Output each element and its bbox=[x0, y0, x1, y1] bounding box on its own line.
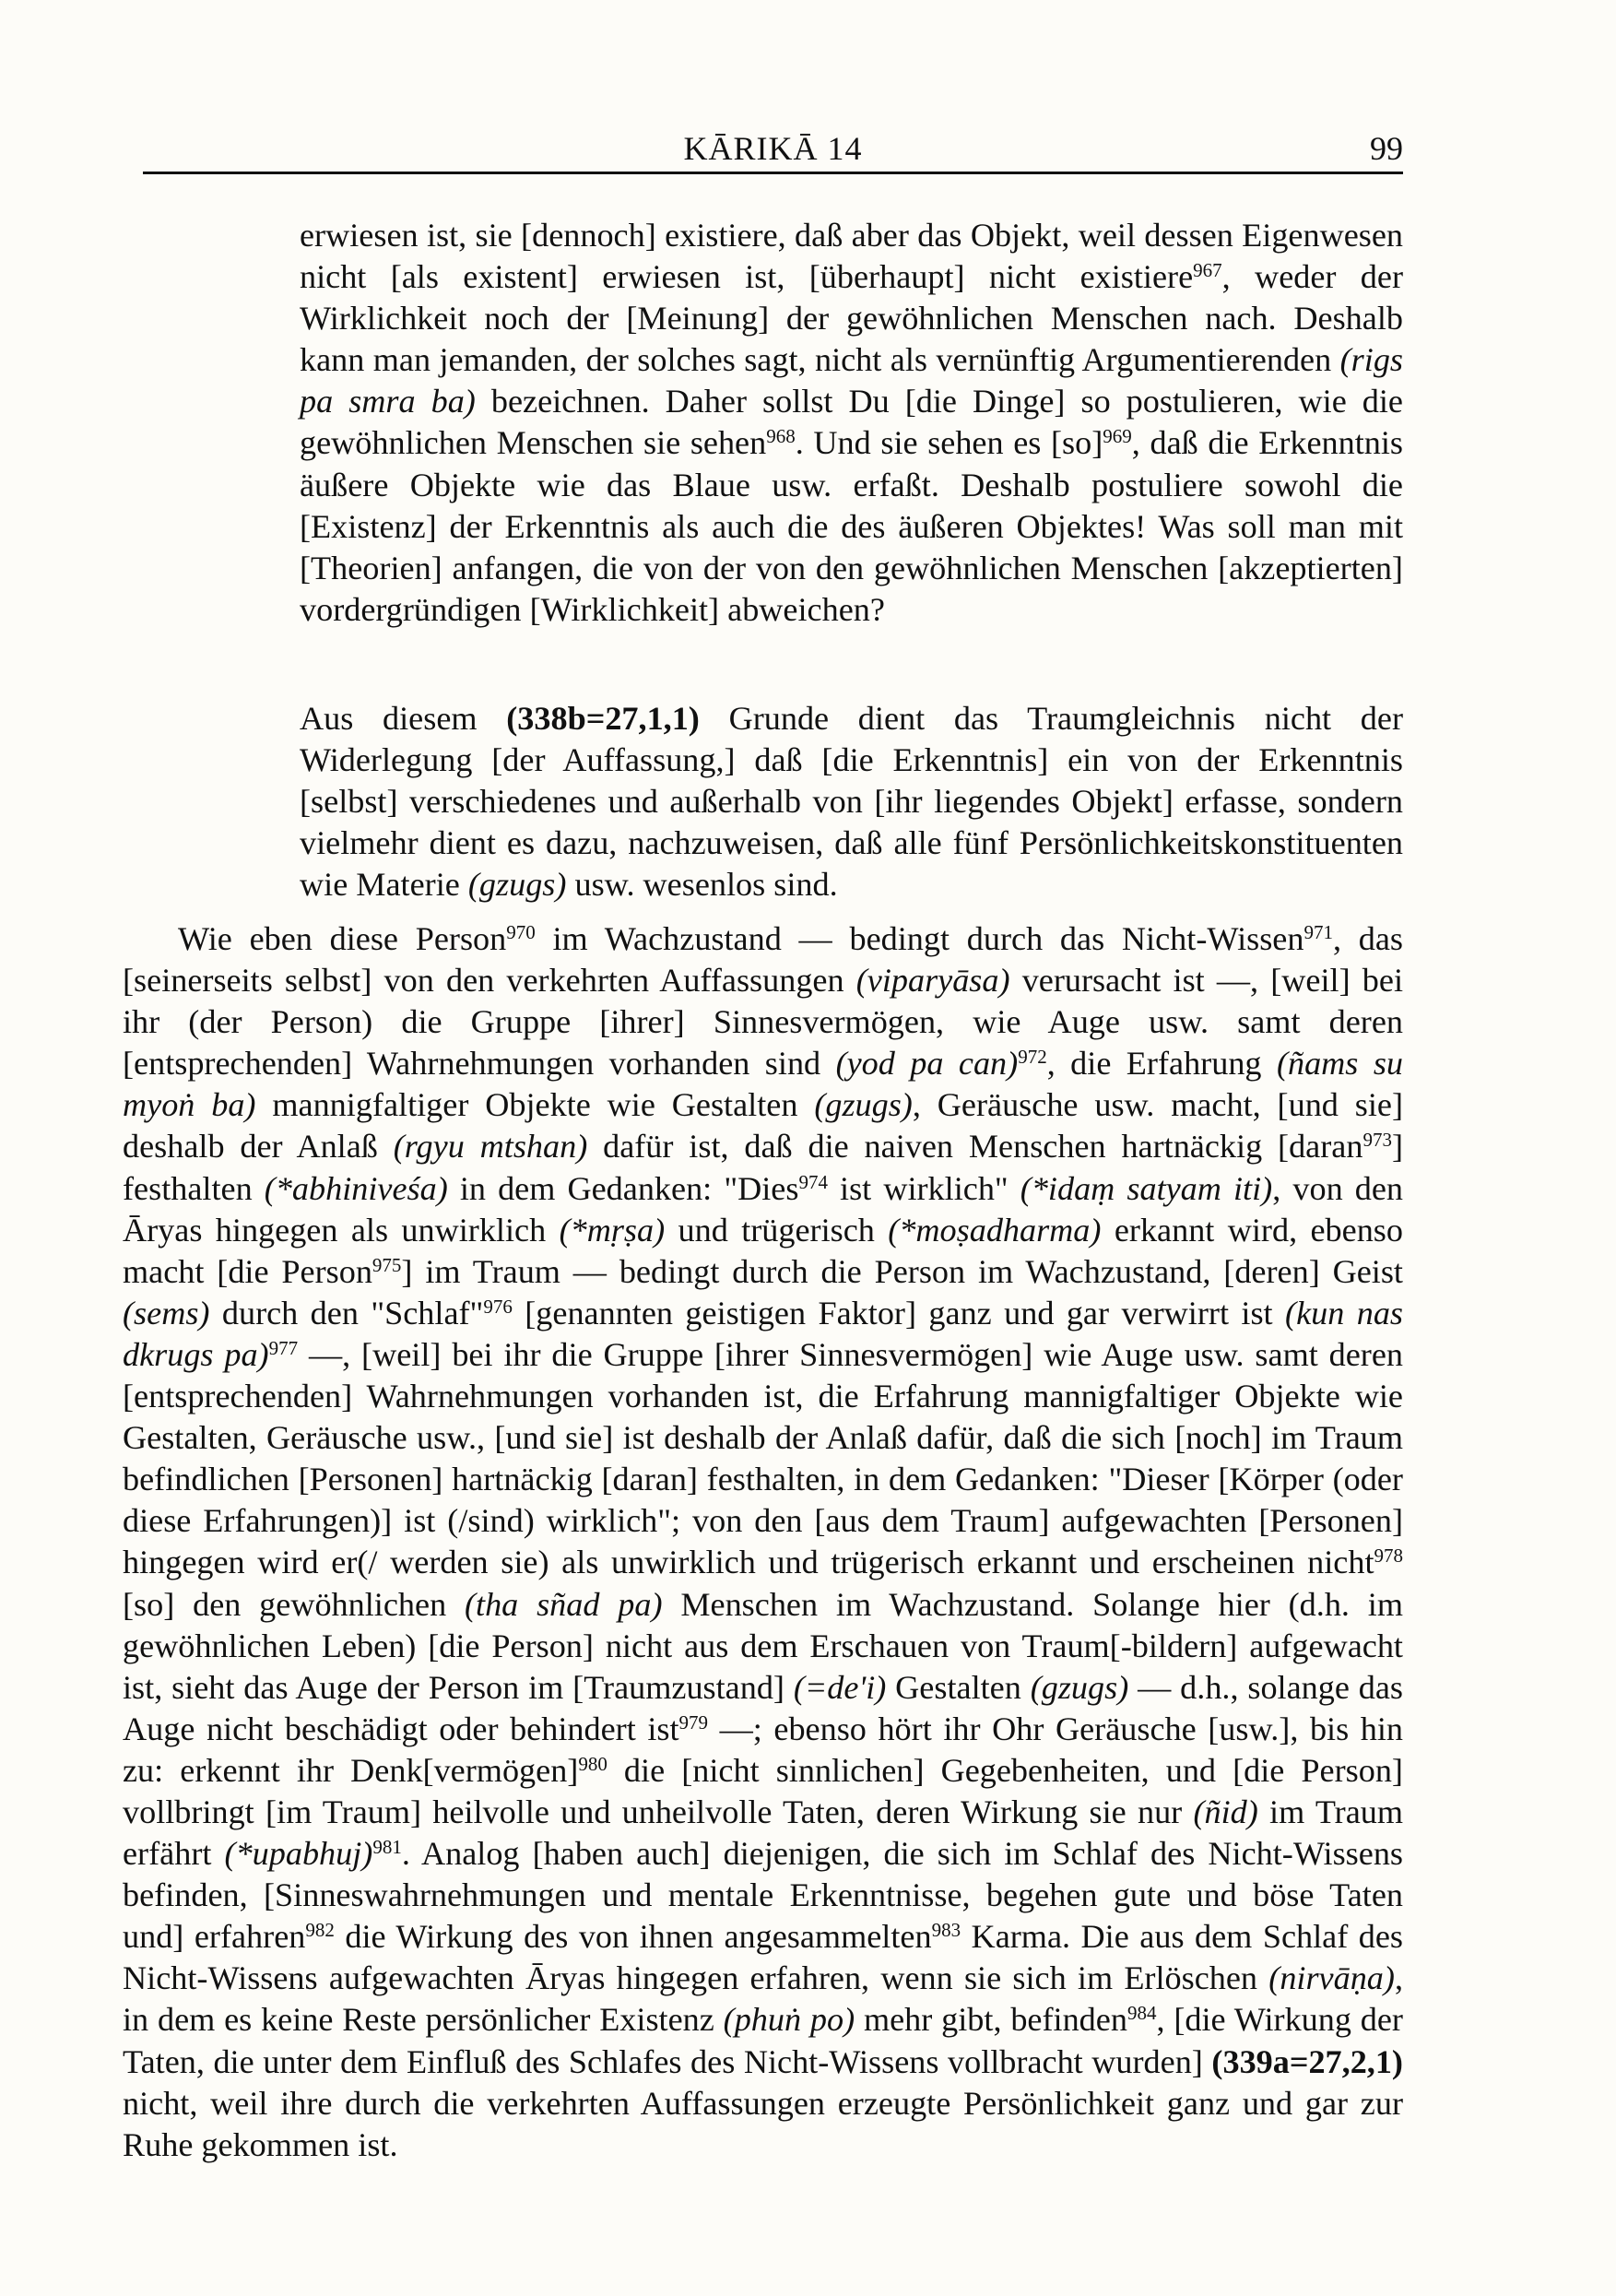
term-italic: (*upabhuj) bbox=[224, 1835, 373, 1873]
text-run: ist wirklich" bbox=[827, 1169, 1020, 1207]
footnote-ref: 977 bbox=[268, 1336, 299, 1359]
text-run: Karma. Die aus dem Schlaf des Nicht-Wissens aufgewachten Āryas hingegen erfahren, wenn sie sich im Erlöschen bbox=[123, 1918, 1404, 1997]
term-italic: (rgyu mtshan) bbox=[393, 1128, 588, 1166]
term-italic: (*mṛṣa) bbox=[559, 1211, 666, 1249]
page-number: 99 bbox=[1370, 130, 1403, 167]
folio-reference: (338b=27,1,1) bbox=[506, 700, 700, 737]
footnote-ref: 972 bbox=[1018, 1046, 1047, 1069]
text-run: , daß die Erkenntnis äußere Objekte wie das Blaue usw. erfaßt. Deshalb postuliere sowohl die [Existenz] der Erkenntnis als auch die des äußeren Objektes! Was soll man mit [Theorien] anfangen, die von der von den gewöhnlichen Menschen [akzeptierten] vordergründigen [Wirklichkeit] abweichen? bbox=[300, 424, 1403, 628]
paragraph-3 bbox=[123, 918, 1403, 2166]
paragraph-1 bbox=[300, 215, 1403, 631]
text-run: durch den "Schlaf" bbox=[209, 1294, 484, 1331]
text-run: mannigfaltiger Objekte wie Gestalten bbox=[255, 1086, 815, 1124]
footnote-ref: 980 bbox=[578, 1752, 607, 1775]
text-run: erwiesen ist, sie [dennoch] existiere, daß aber das Objekt, weil dessen Eigenwesen nicht [als existent] erwiesen ist, [überhaupt] nicht existiere bbox=[300, 217, 1403, 296]
text-run: bezeichnen. Daher sollst Du [die Dinge] so postulieren, wie die gewöhnlichen Menschen sie sehen bbox=[300, 383, 1403, 462]
text-run: in dem Gedanken: "Dies bbox=[447, 1169, 799, 1207]
term-italic: (*idaṃ satyam iti) bbox=[1020, 1169, 1273, 1207]
text-run: , in dem es keine Reste persönlicher Existenz bbox=[123, 1959, 1403, 2039]
footnote-ref: 970 bbox=[506, 921, 536, 943]
text-run: . Und sie sehen es [so] bbox=[795, 424, 1103, 462]
text-run: Gestalten bbox=[886, 1668, 1031, 1706]
text-run: erkannt wird, ebenso macht [die Person bbox=[123, 1211, 1403, 1290]
text-run: nicht, weil ihre durch die verkehrten Auffassungen erzeugte Persönlichkeit ganz und gar zur Ruhe gekommen ist. bbox=[123, 2084, 1403, 2163]
term-italic: (tha sñad pa) bbox=[464, 1585, 663, 1623]
text-run: Grunde dient das Traumgleichnis nicht der Widerlegung [der Auffassung,] daß [die Erkenntnis] ein von der Erkenntnis [selbst] verschiedenes und außerhalb von [ihr liegendes Objekt] erfasse, sondern vielmehr dient es dazu, nachzuweisen, daß alle fünf Persönlichkeitskonstituenten wie Materie bbox=[300, 700, 1404, 904]
running-title: KĀRIKĀ 14 bbox=[683, 130, 863, 167]
footnote-ref: 969 bbox=[1103, 425, 1132, 448]
term-italic: (*moṣadharma) bbox=[888, 1211, 1102, 1249]
text-run: im Wachzustand — bedingt durch das Nicht-Wissen bbox=[535, 920, 1304, 957]
footnote-ref: 983 bbox=[931, 1919, 961, 1942]
term-italic: (yod pa can) bbox=[835, 1045, 1019, 1083]
text-run: , die Erfahrung bbox=[1046, 1045, 1277, 1083]
text-run: [genannten geistigen Faktor] ganz und gar verwirrt ist bbox=[512, 1294, 1286, 1331]
text-run: , von den Āryas hingegen als unwirklich bbox=[123, 1169, 1403, 1249]
footnote-ref: 975 bbox=[372, 1253, 402, 1276]
term-italic: (viparyāsa) bbox=[855, 962, 1010, 1000]
text-run: , [die Wirkung der Taten, die unter dem Einfluß des Schlafes des Nicht-Wissens vollbracht wurden] bbox=[123, 2001, 1403, 2080]
text-run: —, [weil] bei ihr die Gruppe [ihrer Sinnesvermögen] wie Auge usw. samt deren [entsprechenden] Wahrnehmungen vorhanden ist, die Erfahrung mannigfaltiger Objekte wie Gestalten, Geräusche usw., [und sie] ist deshalb der Anlaß dafür, daß die sich [noch] im Traum befindlichen [Personen] hartnäckig [daran] festhalten, in dem Gedanken: "Dieser [Körper (oder diese Erfahrungen)] ist (/sind) wirklich"; von den [aus dem Traum] aufgewachten [Personen] hingegen wird er(/ werden sie) als unwirklich und trügerisch erkannt und erscheinen nicht bbox=[123, 1335, 1403, 1581]
footnote-ref: 982 bbox=[305, 1919, 335, 1942]
footnote-ref: 976 bbox=[483, 1295, 513, 1318]
term-italic: (ñams su myoṅ ba) bbox=[123, 1045, 1403, 1124]
term-italic: (=de'i) bbox=[793, 1668, 887, 1706]
footnote-ref: 981 bbox=[372, 1836, 402, 1859]
footnote-ref: 978 bbox=[1374, 1544, 1403, 1568]
term-italic: (sems) bbox=[123, 1294, 210, 1331]
footnote-ref: 979 bbox=[678, 1710, 709, 1734]
text-run: dafür ist, daß die naiven Menschen hartnäckig [daran bbox=[587, 1128, 1363, 1166]
text-run: — d.h., solange das Auge nicht beschädigt oder behindert ist bbox=[123, 1668, 1403, 1747]
text-run: usw. wesenlos sind. bbox=[566, 866, 838, 904]
term-italic: (gzugs) bbox=[814, 1086, 913, 1124]
text-run: —; ebenso hört ihr Ohr Geräusche [usw.], bis hin zu: erkennt ihr Denk[vermögen] bbox=[123, 1710, 1404, 1789]
text-run: verursacht ist —, [weil] bei ihr (der Person) die Gruppe [ihrer] Sinnesvermögen, wie Auge usw. samt deren [entsprechenden] Wahrnehmungen vorhanden sind bbox=[123, 962, 1404, 1083]
text-run: mehr gibt, befinden bbox=[855, 2001, 1127, 2039]
text-run: Wie eben diese Person bbox=[178, 920, 507, 957]
text-run: Menschen im Wachzustand. Solange hier (d.h. im gewöhnlichen Leben) [die Person] nicht aus dem Erschauen von Traum[-bildern] aufgewacht ist, sieht das Auge der Person im [Traumzustand] bbox=[123, 1585, 1403, 1706]
text-run: [so] den gewöhnlichen bbox=[123, 1585, 465, 1623]
footnote-ref: 984 bbox=[1126, 2002, 1157, 2025]
term-italic: (gzugs) bbox=[467, 866, 567, 904]
footnote-ref: 974 bbox=[798, 1170, 828, 1193]
footnote-ref: 971 bbox=[1303, 921, 1333, 943]
footnote-ref: 968 bbox=[766, 425, 796, 448]
term-italic: (kun nas dkrugs pa) bbox=[123, 1294, 1403, 1373]
term-italic: (gzugs) bbox=[1030, 1668, 1129, 1706]
text-run: im Traum erfährt bbox=[123, 1793, 1404, 1873]
text-run: ] im Traum — bedingt durch die Person im Wachzustand, [deren] Geist bbox=[401, 1252, 1403, 1290]
text-run: Aus diesem bbox=[300, 700, 507, 737]
text-run: , das [seinerseits selbst] von den verkehrten Auffassungen bbox=[123, 920, 1403, 1000]
text-run: ] festhalten bbox=[123, 1128, 1403, 1207]
footnote-ref: 973 bbox=[1362, 1129, 1392, 1152]
text-run: , Geräusche usw. macht, [und sie] deshalb der Anlaß bbox=[123, 1086, 1403, 1166]
page-header bbox=[143, 127, 1403, 174]
text-run: die [nicht sinnlichen] Gegebenheiten, und [die Person] vollbringt [im Traum] heilvolle und unheilvolle Taten, deren Wirkung sie nur bbox=[123, 1751, 1403, 1830]
term-italic: (*abhiniveśa) bbox=[264, 1169, 448, 1207]
folio-reference: (339a=27,2,1) bbox=[1211, 2042, 1403, 2080]
footnote-ref: 967 bbox=[1193, 259, 1222, 282]
term-italic: (nirvāṇa) bbox=[1268, 1959, 1395, 1997]
text-run: , weder der Wirklichkeit noch der [Meinung] der gewöhnlichen Menschen nach. Deshalb kann man jemanden, der solches sagt, nicht als vernünftig Argumentierenden bbox=[300, 258, 1404, 379]
term-italic: (rigs pa smra ba) bbox=[300, 341, 1403, 420]
text-run: und trügerisch bbox=[665, 1211, 889, 1249]
text-run: . Analog [haben auch] diejenigen, die sich im Schlaf des Nicht-Wissens befinden, [Sinneswahrnehmungen und mentale Erkenntnisse, begehen gute und böse Taten und] erfahren bbox=[123, 1835, 1403, 1956]
term-italic: (phuṅ po) bbox=[723, 2001, 855, 2039]
paragraph-2 bbox=[300, 698, 1403, 905]
term-italic: (ñid) bbox=[1193, 1793, 1258, 1830]
text-run: die Wirkung des von ihnen angesammelten bbox=[334, 1918, 932, 1956]
